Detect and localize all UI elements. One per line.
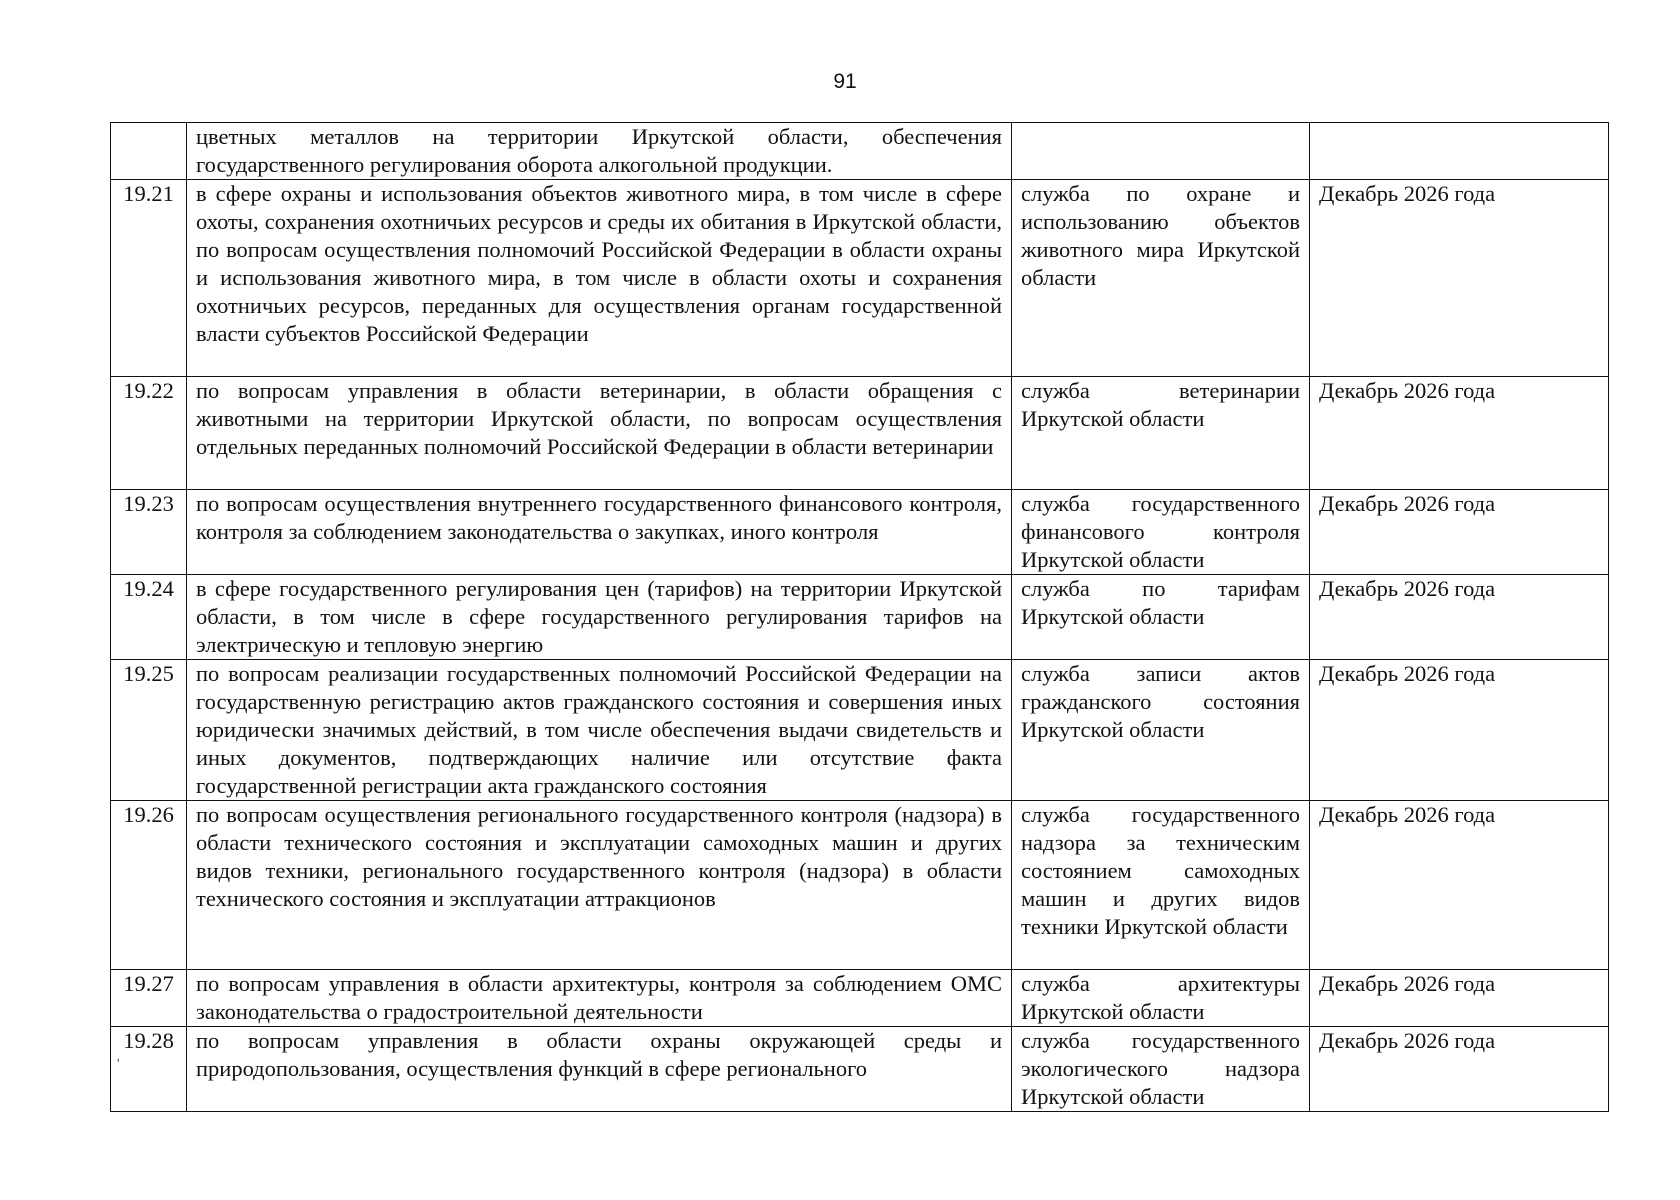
row-description: по вопросам осуществления внутреннего государственного финансового контроля, контроля за соблюдением законодательства о закупках, иного контроля — [187, 490, 1012, 575]
page-number: 91 — [833, 70, 857, 93]
row-deadline: Декабрь 2026 года — [1310, 180, 1609, 377]
row-description: по вопросам управления в области архитектуры, контроля за соблюдением ОМС законодательства о градостроительной деятельности — [187, 970, 1012, 1027]
table-row — [111, 123, 1609, 180]
row-number: 19.27 — [111, 970, 187, 1027]
row-number — [111, 123, 187, 180]
table-row — [111, 970, 1609, 1027]
row-description: в сфере государственного регулирования цен (тарифов) на территории Иркутской области, в том числе в сфере государственного регулирования тарифов на электрическую и тепловую энергию — [187, 575, 1012, 660]
table-row — [111, 377, 1609, 490]
row-deadline — [1310, 123, 1609, 180]
row-responsible: служба государственного экологического надзора Иркутской области — [1012, 1027, 1310, 1112]
row-deadline: Декабрь 2026 года — [1310, 575, 1609, 660]
measures-table — [110, 122, 1609, 1112]
row-description: по вопросам управления в области ветеринарии, в области обращения с животными на территории Иркутской области, по вопросам осуществления отдельных переданных полномочий Российской Федерации в области ветеринарии — [187, 377, 1012, 490]
row-description: цветных металлов на территории Иркутской области, обеспечения государственного регулирования оборота алкогольной продукции. — [187, 123, 1012, 180]
row-deadline: Декабрь 2026 года — [1310, 377, 1609, 490]
table-row — [111, 180, 1609, 377]
row-description: по вопросам управления в области охраны окружающей среды и природопользования, осуществления функций в сфере регионального — [187, 1027, 1012, 1112]
row-deadline: Декабрь 2026 года — [1310, 970, 1609, 1027]
row-deadline: Декабрь 2026 года — [1310, 660, 1609, 801]
row-description: в сфере охраны и использования объектов животного мира, в том числе в сфере охоты, сохранения охотничьих ресурсов и среды их обитания в Иркутской области, по вопросам осуществления полномочий Российской Федерации в области охраны и использования животного мира, в том числе в области охоты и сохранения охотничьих ресурсов, переданных для осуществления органам государственной власти субъектов Российской Федерации — [187, 180, 1012, 377]
row-responsible: служба по охране и использованию объектов животного мира Иркутской области — [1012, 180, 1310, 377]
row-number: 19.24 — [111, 575, 187, 660]
row-deadline: Декабрь 2026 года — [1310, 490, 1609, 575]
row-description: по вопросам осуществления регионального государственного контроля (надзора) в области технического состояния и эксплуатации самоходных машин и других видов техники, регионального государственного контроля (надзора) в области технического состояния и эксплуатации аттракционов — [187, 801, 1012, 970]
row-number: 19.26 — [111, 801, 187, 970]
row-description: по вопросам реализации государственных полномочий Российской Федерации на государственную регистрацию актов гражданского состояния и совершения иных юридически значимых действий, в том числе обеспечения выдачи свидетельств и иных документов, подтверждающих наличие или отсутствие факта государственной регистрации акта гражданского состояния — [187, 660, 1012, 801]
row-deadline: Декабрь 2026 года — [1310, 1027, 1609, 1112]
table-row — [111, 801, 1609, 970]
table-row — [111, 660, 1609, 801]
scan-artifact-mark: ' — [117, 1057, 120, 1072]
row-responsible: служба архитектуры Иркутской области — [1012, 970, 1310, 1027]
table-row — [111, 1027, 1609, 1112]
row-number: 19.22 — [111, 377, 187, 490]
row-responsible: служба записи актов гражданского состояния Иркутской области — [1012, 660, 1310, 801]
row-deadline: Декабрь 2026 года — [1310, 801, 1609, 970]
row-number: 19.25 — [111, 660, 187, 801]
row-responsible: служба государственного надзора за техническим состоянием самоходных машин и других видов техники Иркутской области — [1012, 801, 1310, 970]
row-number: 19.23 — [111, 490, 187, 575]
row-responsible — [1012, 123, 1310, 180]
row-responsible: служба ветеринарии Иркутской области — [1012, 377, 1310, 490]
table-row — [111, 575, 1609, 660]
table-row — [111, 490, 1609, 575]
row-responsible: служба по тарифам Иркутской области — [1012, 575, 1310, 660]
row-responsible: служба государственного финансового контроля Иркутской области — [1012, 490, 1310, 575]
row-number: 19.21 — [111, 180, 187, 377]
row-number: 19.28 — [111, 1027, 187, 1112]
